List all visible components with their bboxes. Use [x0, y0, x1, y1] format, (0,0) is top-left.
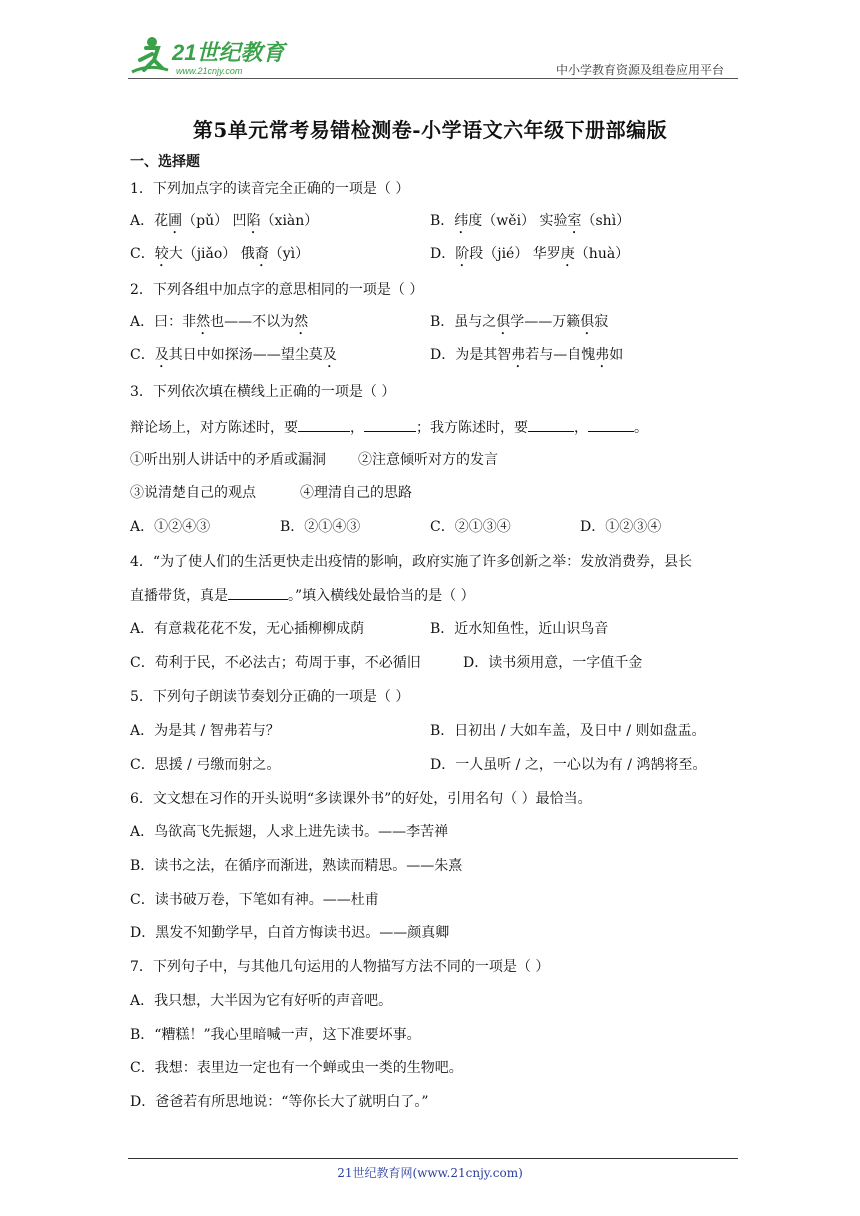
q1-d-mid: 段（jié） 华罗	[469, 246, 561, 262]
q6-option-d[interactable]: D．黑发不知勤学早，白首方悔读书迟。——颜真卿	[130, 925, 450, 941]
page-title: 第5单元常考易错检测卷-小学语文六年级下册部编版	[192, 118, 668, 142]
q1-b-dot2: 室	[567, 213, 582, 229]
q3-option-a[interactable]: A．①②④③	[130, 519, 211, 535]
q1-b-dot: 纬	[454, 213, 469, 229]
q3-stem: 3．下列依次填在横线上正确的一项是（ ）	[130, 384, 396, 400]
q1-d-pre: D．	[430, 246, 456, 262]
q2-option-b[interactable]	[430, 313, 608, 338]
q2-b-mid: 学——万籁	[510, 314, 581, 330]
q3-text-d: ，	[574, 420, 588, 436]
page-header	[128, 30, 738, 80]
q1-option-c[interactable]	[130, 245, 309, 270]
footer-link[interactable]: 21世纪教育网(www.21cnjy.com)	[337, 1166, 523, 1180]
q3-text-e: 。	[634, 420, 648, 436]
q5-stem: 5．下列句子朗读节奏划分正确的一项是（ ）	[130, 689, 410, 705]
q3-text-a: 辩论场上，对方陈述时，要	[130, 420, 298, 436]
q4-option-c[interactable]: C．苟利于民，不必法古；苟周于事，不必循旧	[130, 655, 421, 671]
q7-option-c[interactable]: C．我想：表里边一定也有一个蝉或虫一类的生物吧。	[130, 1060, 463, 1076]
q1-d-post: （huà）	[574, 246, 630, 262]
header-platform-text: 中小学教育资源及组卷应用平台	[555, 63, 724, 77]
q5-option-c[interactable]: C．思援 / 弓缴而射之。	[130, 757, 281, 773]
q1-d-dot: 阶	[455, 246, 470, 262]
q2-c-mid: 其日中如探汤——望尘莫	[168, 347, 323, 363]
q4-option-b[interactable]: B．近水知鱼性，近山识鸟音	[430, 621, 609, 637]
logo-graphic	[128, 34, 298, 78]
q1-c-dot2: 裔	[254, 246, 269, 262]
q2-c-dot2: 及	[322, 347, 337, 363]
q2-d-mid: 若与—自愧	[525, 347, 596, 363]
q4-stem: 4．“为了使人们的生活更快走出疫情的影响，政府实施了许多创新之举：发放消费券，县长	[130, 554, 693, 570]
q6-stem: 6．文文想在习作的开头说明“多读课外书”的好处，引用名句（ ）最恰当。	[130, 791, 592, 807]
q2-a-dot: 然	[196, 314, 211, 330]
q2-b-dot2: 俱	[580, 314, 595, 330]
q2-stem: 2．下列各组中加点字的意思相同的一项是（ ）	[130, 282, 424, 298]
q2-b-post: 寂	[594, 314, 609, 330]
q3-blank-2[interactable]	[364, 417, 416, 432]
q2-a-mid: 也——不以为	[210, 314, 295, 330]
q5-option-a[interactable]: A．为是其 / 智弗若与？	[130, 723, 280, 739]
q2-b-pre: B．虽与之	[430, 314, 497, 330]
q3-item-2: ②注意倾听对方的发言	[358, 452, 498, 468]
q1-a-dot2: 陷	[246, 213, 261, 229]
q2-d-pre: D．为是其智	[430, 347, 512, 363]
q3-item-3: ③说清楚自己的观点	[130, 485, 256, 501]
q1-option-b[interactable]	[430, 212, 630, 237]
q6-option-b[interactable]: B．读书之法，在循序而渐进，熟读而精思。——朱熹	[130, 858, 463, 874]
q3-blank-4[interactable]	[588, 417, 634, 432]
q3-option-c[interactable]: C．②①③④	[430, 519, 511, 535]
q5-option-b[interactable]: B．日初出 / 大如车盖，及日中 / 则如盘盂。	[430, 723, 706, 739]
q1-option-a[interactable]	[130, 212, 318, 237]
q4-stem2-b: 。”填入横线处最恰当的是（ ）	[288, 588, 475, 604]
q6-option-c[interactable]: C．读书破万卷，下笔如有神。——杜甫	[130, 892, 379, 908]
q3-text-c: ；我方陈述时，要	[416, 420, 528, 436]
q4-blank[interactable]	[228, 585, 288, 600]
q2-option-a[interactable]	[130, 313, 308, 338]
q2-c-dot: 及	[154, 347, 169, 363]
q1-c-pre: C．	[130, 246, 155, 262]
q1-d-dot2: 庚	[560, 246, 575, 262]
section-heading: 一、选择题	[130, 154, 200, 170]
q1-b-mid: 度（wěi） 实验	[468, 213, 568, 229]
q3-blank-3[interactable]	[528, 417, 574, 432]
q1-c-post: （yì）	[268, 246, 310, 262]
q3-option-b[interactable]: B．②①④③	[280, 519, 361, 535]
q3-option-d[interactable]: D．①②③④	[580, 519, 662, 535]
logo-url: www.21cnjy.com	[176, 66, 243, 76]
q4-stem2-a: 直播带货，真是	[130, 588, 228, 604]
q1-a-post: （xiàn）	[260, 213, 319, 229]
q6-option-a[interactable]: A．鸟欲高飞先振翅，人求上进先读书。——李苦禅	[130, 824, 449, 840]
q2-c-pre: C．	[130, 347, 155, 363]
q3-item-4: ④理清自己的思路	[300, 485, 412, 501]
q1-c-mid: 大（jiǎo） 俄	[168, 246, 255, 262]
q2-d-dot: 弗	[511, 347, 526, 363]
q3-sentence	[130, 417, 648, 437]
q1-c-dot: 较	[154, 246, 169, 262]
q1-a-mid: （pǔ） 凹	[182, 213, 247, 229]
q1-a-pre: A．花	[130, 213, 169, 229]
q2-a-pre: A．曰：非	[130, 314, 197, 330]
q1-b-pre: B．	[430, 213, 455, 229]
logo-text: 21世纪教育	[172, 40, 285, 65]
footer-divider	[128, 1158, 738, 1159]
q7-stem: 7．下列句子中，与其他几句运用的人物描写方法不同的一项是（ ）	[130, 959, 550, 975]
q2-d-post: 如	[609, 347, 624, 363]
q2-option-c[interactable]	[130, 346, 337, 371]
q3-text-b: ，	[350, 420, 364, 436]
q2-d-dot2: 弗	[595, 347, 610, 363]
q1-stem: 1．下列加点字的读音完全正确的一项是（ ）	[130, 181, 410, 197]
q4-option-a[interactable]: A．有意栽花花不发，无心插柳柳成荫	[130, 621, 365, 637]
q2-a-dot2: 然	[294, 314, 309, 330]
q3-item-1: ①听出别人讲话中的矛盾或漏洞	[130, 452, 326, 468]
q1-b-post: （shì）	[581, 213, 631, 229]
q2-option-d[interactable]	[430, 346, 623, 371]
q4-stem-2	[130, 585, 475, 605]
logo	[128, 34, 298, 78]
q7-option-b[interactable]: B．“糟糕！”我心里暗喊一声，这下准要坏事。	[130, 1027, 421, 1043]
q2-b-dot: 俱	[496, 314, 511, 330]
q7-option-a[interactable]: A．我只想，大半因为它有好听的声音吧。	[130, 993, 393, 1009]
q1-a-dot: 圃	[168, 213, 183, 229]
q7-option-d[interactable]: D．爸爸若有所思地说：“等你长大了就明白了。”	[130, 1094, 429, 1110]
q1-option-d[interactable]	[430, 245, 629, 270]
header-divider	[128, 78, 738, 79]
q4-option-d[interactable]: D．读书须用意，一字值千金	[463, 655, 643, 671]
q5-option-d[interactable]: D．一人虽听 / 之，一心以为有 / 鸿鹄将至。	[430, 757, 707, 773]
q3-blank-1[interactable]	[298, 417, 350, 432]
